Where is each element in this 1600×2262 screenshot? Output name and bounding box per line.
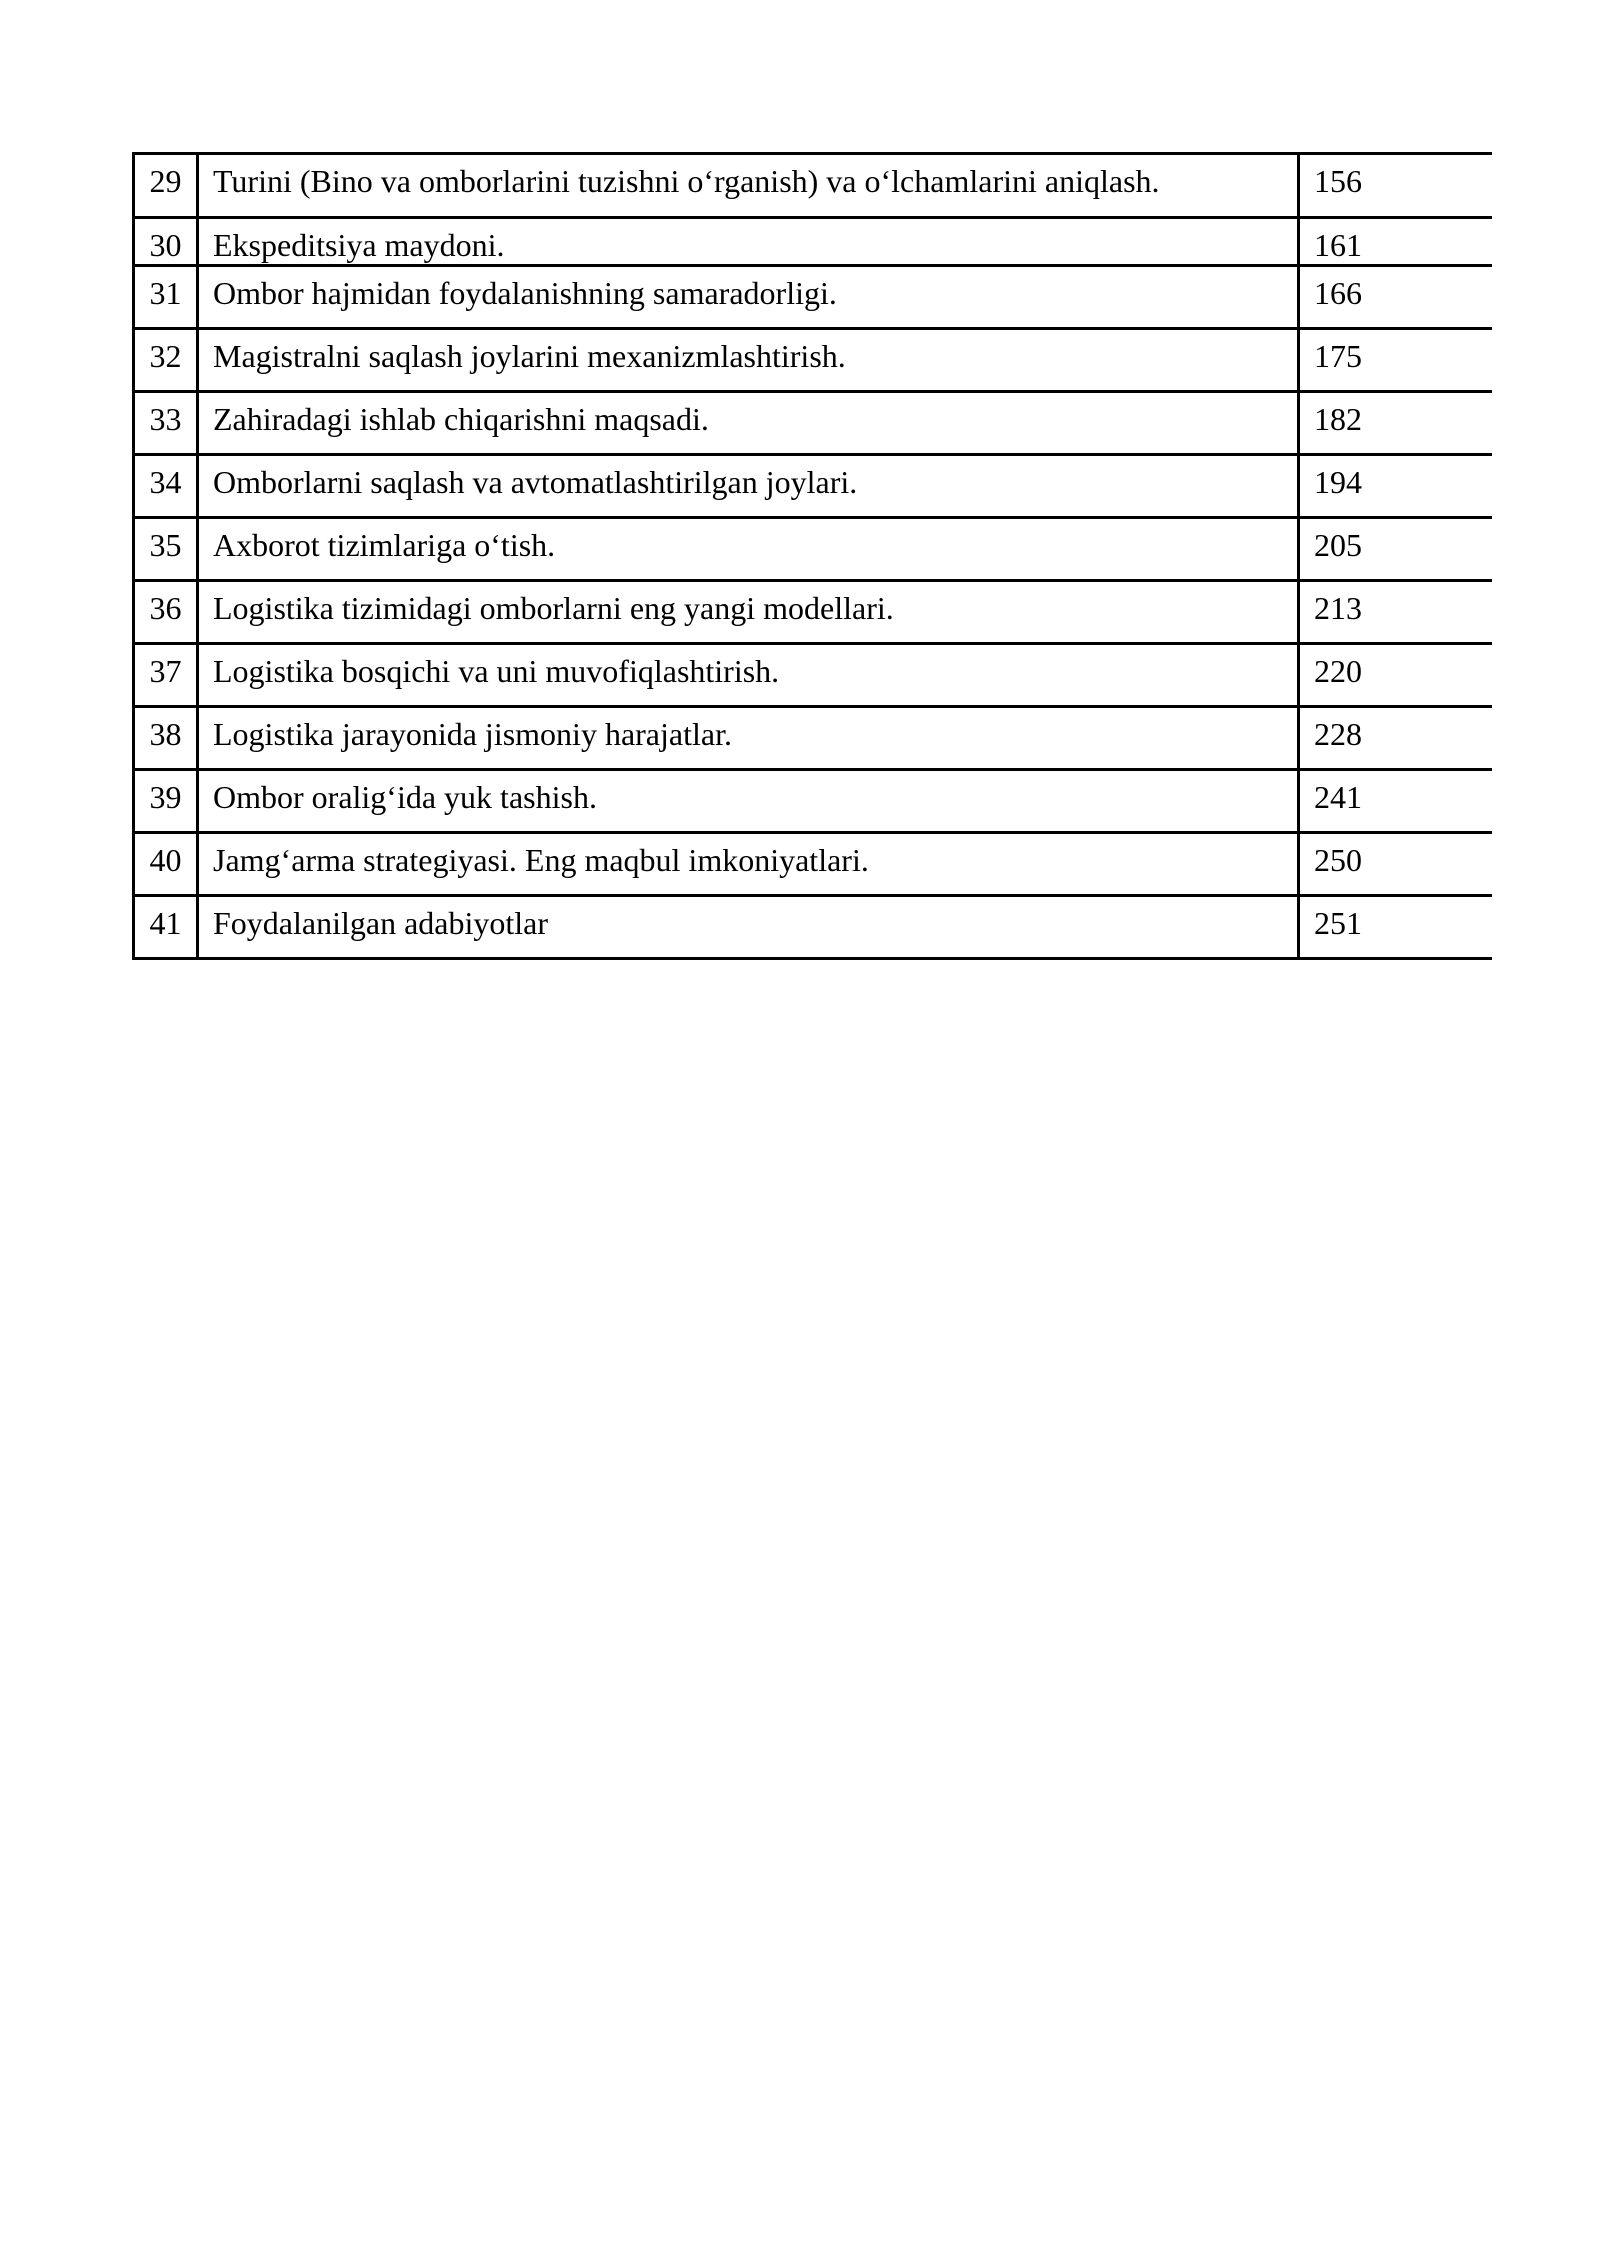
- row-number: 34: [134, 455, 198, 518]
- row-number: 30: [134, 218, 198, 266]
- row-number: 32: [134, 329, 198, 392]
- row-page-number: 194: [1299, 455, 1493, 518]
- row-title: Omborlarni saqlash va avtomatlashtirilgan joylari.: [198, 455, 1299, 518]
- row-page-number: 250: [1299, 833, 1493, 896]
- row-number: 38: [134, 707, 198, 770]
- row-page-number: 166: [1299, 266, 1493, 329]
- row-title: Foydalanilgan adabiyotlar: [198, 896, 1299, 959]
- row-title: Magistralni saqlash joylarini mexanizmlashtirish.: [198, 329, 1299, 392]
- row-title: Logistika tizimidagi omborlarni eng yangi modellari.: [198, 581, 1299, 644]
- table-row: [134, 154, 1493, 218]
- row-number: 29: [134, 154, 198, 218]
- row-page-number: 156: [1299, 154, 1493, 218]
- table-row: [134, 896, 1493, 959]
- row-page-number: 161: [1299, 218, 1493, 266]
- row-title: Logistika bosqichi va uni muvofiqlashtirish.: [198, 644, 1299, 707]
- table-row: [134, 329, 1493, 392]
- row-page-number: 241: [1299, 770, 1493, 833]
- table-row: [134, 518, 1493, 581]
- row-number: 36: [134, 581, 198, 644]
- row-title: Axborot tizimlariga o‘tish.: [198, 518, 1299, 581]
- table-row: [134, 266, 1493, 329]
- table-row: [134, 833, 1493, 896]
- table-row: [134, 770, 1493, 833]
- row-page-number: 220: [1299, 644, 1493, 707]
- row-page-number: 182: [1299, 392, 1493, 455]
- row-number: 31: [134, 266, 198, 329]
- row-page-number: 228: [1299, 707, 1493, 770]
- row-title: Ekspeditsiya maydoni.: [198, 218, 1299, 266]
- row-page-number: 175: [1299, 329, 1493, 392]
- row-title: Logistika jarayonida jismoniy harajatlar.: [198, 707, 1299, 770]
- row-number: 33: [134, 392, 198, 455]
- row-page-number: 251: [1299, 896, 1493, 959]
- row-title: Ombor oralig‘ida yuk tashish.: [198, 770, 1299, 833]
- row-title: Turini (Bino va omborlarini tuzishni o‘rganish) va o‘lchamlarini aniqlash.: [198, 154, 1299, 218]
- table-row: [134, 218, 1493, 266]
- row-number: 35: [134, 518, 198, 581]
- table-row: [134, 644, 1493, 707]
- row-page-number: 213: [1299, 581, 1493, 644]
- row-title: Ombor hajmidan foydalanishning samaradorligi.: [198, 266, 1299, 329]
- table-of-contents: [132, 152, 1492, 960]
- row-number: 41: [134, 896, 198, 959]
- table-row: [134, 581, 1493, 644]
- table-row: [134, 392, 1493, 455]
- row-number: 40: [134, 833, 198, 896]
- table-row: [134, 707, 1493, 770]
- row-title: Jamg‘arma strategiyasi. Eng maqbul imkoniyatlari.: [198, 833, 1299, 896]
- row-title: Zahiradagi ishlab chiqarishni maqsadi.: [198, 392, 1299, 455]
- table-row: [134, 455, 1493, 518]
- row-number: 37: [134, 644, 198, 707]
- row-number: 39: [134, 770, 198, 833]
- row-page-number: 205: [1299, 518, 1493, 581]
